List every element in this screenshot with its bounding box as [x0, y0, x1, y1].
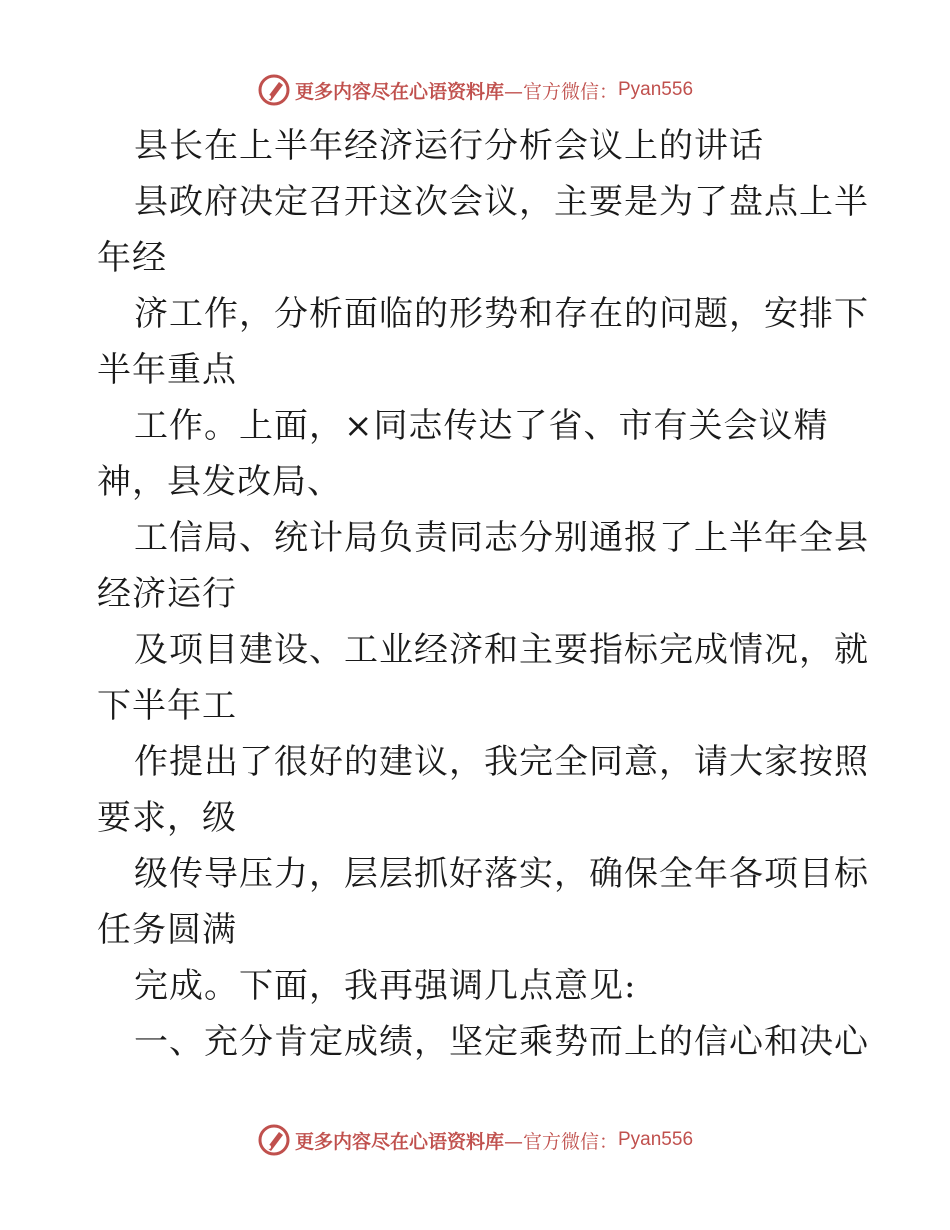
- watermark-brand-text: 更多内容尽在心语资料库: [294, 80, 504, 103]
- text-line: 级传导压力，层层抓好落实，确保全年各项目标: [134, 854, 869, 894]
- text-line: 县政府决定召开这次会议，主要是为了盘点上半: [134, 182, 869, 222]
- text-line: 完成。下面，我再强调几点意见:: [134, 966, 637, 1006]
- text-line: 工信局、统计局负责同志分别通报了上半年全县: [134, 518, 869, 558]
- footer-watermark: [0, 1120, 950, 1160]
- text-line: 一、充分肯定成绩，坚定乘势而上的信心和决心: [134, 1022, 869, 1062]
- pen-logo-icon: [257, 1123, 291, 1157]
- text-line: 下半年工: [97, 686, 237, 726]
- text-line: 济工作，分析面临的形势和存在的问题，安排下: [134, 294, 869, 334]
- text-line: 经济运行: [97, 574, 237, 614]
- watermark-wechat-id: Pyan556: [618, 79, 694, 100]
- text-line: 县长在上半年经济运行分析会议上的讲话: [134, 126, 764, 166]
- text-line: 工作。上面，×同志传达了省、市有关会议精: [134, 406, 829, 446]
- document-body: [97, 118, 869, 1070]
- text-line: 半年重点: [97, 350, 237, 390]
- text-line: 作提出了很好的建议，我完全同意，请大家按照: [134, 742, 869, 782]
- header-watermark: [0, 70, 950, 110]
- watermark-wechat-id: Pyan556: [618, 1129, 694, 1150]
- watermark-wechat-label: —官方微信：: [503, 1130, 618, 1153]
- text-line: 神，县发改局、: [97, 462, 342, 502]
- watermark-brand-text: 更多内容尽在心语资料库: [294, 1130, 504, 1153]
- text-line: 要求，级: [97, 798, 237, 838]
- pen-logo-icon: [257, 73, 291, 107]
- text-line: 及项目建设、工业经济和主要指标完成情况，就: [134, 630, 869, 670]
- text-line: 任务圆满: [97, 910, 237, 950]
- text-line: 年经: [97, 238, 167, 278]
- watermark-wechat-label: —官方微信：: [503, 80, 618, 103]
